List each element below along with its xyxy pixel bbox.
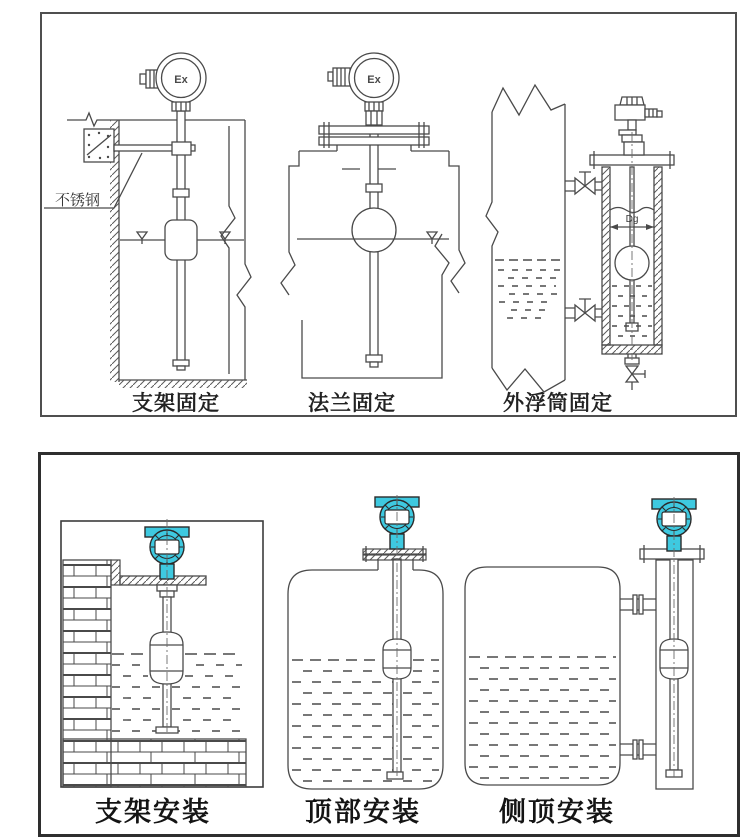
caption-side-top-installation: 侧顶安装 (499, 797, 615, 827)
stainless-steel-label: 不锈钢 (55, 192, 101, 209)
tank-water (495, 260, 563, 318)
diagram-side-top-installation (465, 497, 704, 789)
fixing-methods-drawing (42, 14, 735, 415)
caption-bracket-fixing: 支架固定 (132, 392, 220, 415)
pit-outer-wall (237, 120, 251, 380)
drain-valve (625, 354, 645, 390)
ball-float (352, 208, 396, 252)
panel-installation-methods (38, 452, 740, 837)
chamber-wall (602, 167, 610, 345)
transmitter-head (615, 97, 662, 155)
stem-coupling (173, 189, 189, 197)
diagram-bracket-installation (61, 519, 263, 787)
level-symbol (427, 232, 437, 244)
ex-marking: Ex (174, 74, 188, 86)
cable-gland-icon (328, 72, 333, 81)
caption-bracket-installation: 支架安装 (95, 797, 211, 827)
chamber-wall (654, 167, 662, 345)
tank (465, 567, 620, 785)
diagram-top-installation (288, 495, 443, 789)
caption-flange-fixing: 法兰固定 (308, 392, 396, 415)
tank-torn-top (492, 85, 565, 115)
wall-mount-plate (84, 129, 114, 162)
panel-fixing-methods (40, 12, 737, 417)
diagram-flange-fixing (281, 53, 465, 378)
float-capsule (150, 632, 183, 684)
caption-top-installation: 顶部安装 (305, 797, 421, 827)
water (292, 660, 439, 781)
lower-connecting-pipe (620, 740, 656, 759)
pit-inner-wall (221, 126, 235, 374)
diagram-bracket-fixing (44, 53, 251, 388)
float-body (165, 220, 197, 260)
tank-wall-break (451, 174, 465, 293)
stem-end-cap (387, 772, 403, 779)
level-symbol (137, 232, 147, 244)
caption-external-chamber-fixing: 外浮筒固定 (503, 392, 613, 415)
brick-platform (63, 739, 246, 787)
cable-gland-icon (140, 74, 146, 84)
diagram-external-chamber-fixing (486, 85, 674, 392)
tank (288, 570, 443, 789)
stem-clamp (172, 142, 191, 155)
ex-transmitter-head (328, 53, 399, 125)
ex-transmitter-head (140, 53, 206, 111)
tank-wall-break (281, 174, 295, 295)
stem-coupling (366, 184, 382, 192)
ex-marking: Ex (367, 74, 381, 86)
stem-end-cap (173, 360, 189, 366)
cable-gland-icon (645, 109, 657, 117)
dg-marking: Dg (625, 214, 639, 225)
installation-methods-drawing (41, 455, 737, 834)
upper-connecting-pipe (620, 595, 656, 614)
level-symbol (220, 232, 230, 244)
upper-isolation-valve (565, 172, 602, 194)
wall-post (111, 560, 120, 585)
lower-isolation-valve (565, 299, 602, 321)
water (469, 657, 616, 778)
stem-end-cap (366, 355, 382, 362)
tank-torn-bottom (492, 368, 565, 392)
